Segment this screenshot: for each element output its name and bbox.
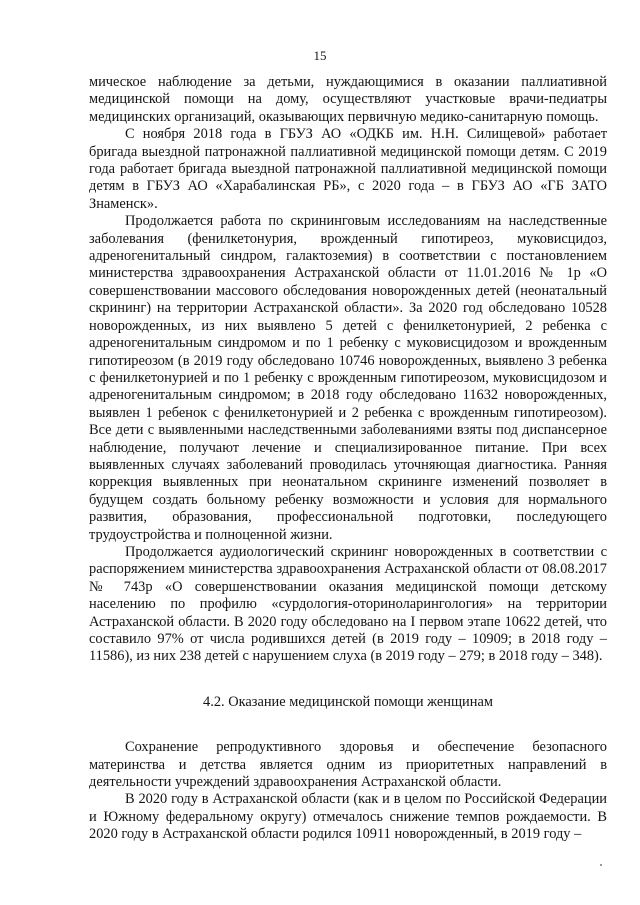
page-number: 15: [313, 48, 327, 63]
document-body: [89, 74, 607, 844]
paragraph-neonatal-screening: Продолжается работа по скрининговым исследованиям на наследственные заболевания (фенилкетонурия, врожденный гипотиреоз, муковисцидоз, адреногенитальный синдром, галактоземия) в соответствии с постановлением министерства здравоохранения Астраханской области от 11.01.2016 № 1р «О совершенствовании массового обследования новорожденных детей (неонатальный скрининг) на территории Астраханской области». За 2020 год обследовано 10528 новорожденных, из них выявлено 5 детей с фенилкетонурией, 2 ребенка с адреногенитальным синдромом и по 1 ребенку с муковисцидозом и врожденным гипотиреозом (в 2019 году обследовано 10746 новорожденных, выявлено 3 ребенка с фенилкетонурией и по 1 ребенку с врожденным гипотиреозом, муковисцидозом и адреногенитальным синдромом; в 2018 году обследовано 11632 новорожденных, выявлен 1 ребенок с фенилкетонурией и 2 ребенка с врожденным гипотиреозом). Все дети с выявленными наследственными заболеваниями взяты под диспансерное наблюдение, получают лечение и специализированное питание. При всех выявленных случаях заболеваний проводилась уточняющая диагностика. Ранняя коррекция выявленных при неонатальном скрининге изменений позволяет в будущем создать больному ребенку возможности и условия для нормального развития, образования, профессиональной подготовки, последующего трудоустройства и полноценной жизни.: [89, 213, 607, 543]
paragraph-palliative-team: С ноября 2018 года в ГБУЗ АО «ОДКБ им. Н.Н. Силищевой» работает бригада выездной патронажной паллиативной медицинской помощи детям. С 2019 года работает бригада выездной патронажной паллиативной медицинской помощи детям в ГБУЗ АО «Харабалинская РБ», с 2020 года – в ГБУЗ АО «ГБ ЗАТО Знаменск».: [89, 126, 607, 212]
section-heading: 4.2. Оказание медицинской помощи женщинам: [203, 693, 493, 710]
paragraph-continued: мическое наблюдение за детьми, нуждающимися в оказании паллиативной медицинской помощи на дому, осуществляют участковые врачи-педиатры медицинских организаций, оказывающих первичную медико-санитарную помощь.: [89, 74, 607, 125]
paragraph-birth-rate: В 2020 году в Астраханской области (как и в целом по Российской Федерации и Южному федеральному округу) отмечалось снижение темпов рождаемости. В 2020 году в Астраханской области родился 10911 новорожденный, в 2019 году –: [89, 791, 607, 843]
paragraph-audiological-screening: Продолжается аудиологический скрининг новорожденных в соответствии с распоряжением министерства здравоохранения Астраханской области от 08.08.2017 № 743р «О совершенствовании оказания медицинской помощи детскому населению по профилю «сурдология-оториноларингология» на территории Астраханской области. В 2020 году обследовано на I первом этапе 10622 детей, что составило 97% от числа родившихся детей (в 2019 году – 10909; в 2018 году – 11586), из них 238 детей с нарушением слуха (в 2019 году – 279; в 2018 году – 348).: [89, 543, 607, 665]
paragraph-reproductive-health: Сохранение репродуктивного здоровья и обеспечение безопасного материнства и детства является одним из приоритетных направлений в деятельности учреждений здравоохранения Астраханской области.: [89, 739, 607, 791]
scan-dot-mark: [600, 864, 602, 866]
